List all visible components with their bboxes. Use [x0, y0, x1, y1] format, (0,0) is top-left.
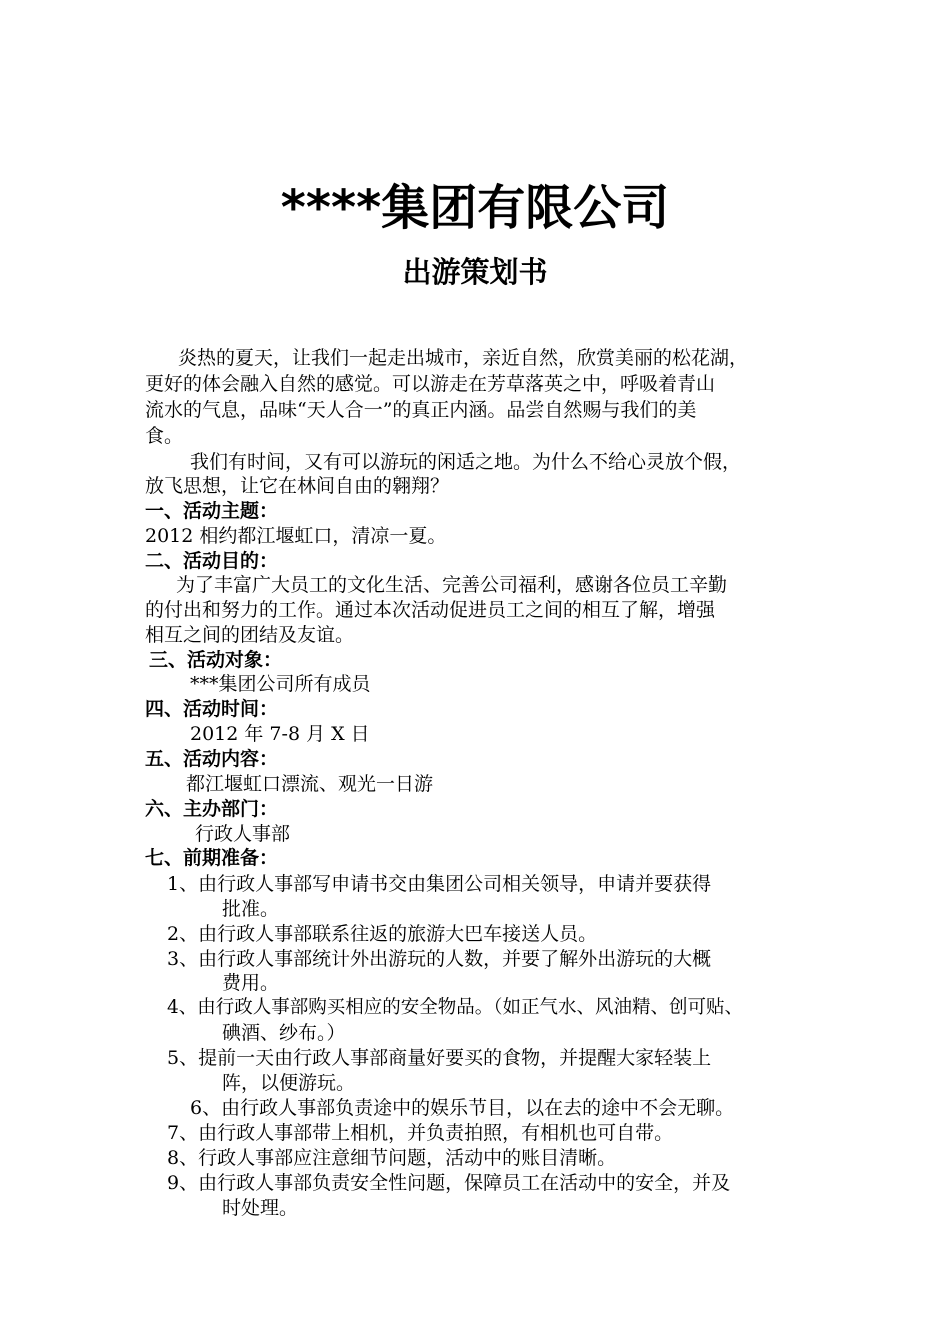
prep-item-9-cont: 时处理。 [222, 1197, 299, 1219]
section-4-text: 2012 年 7-8 月 X 日 [190, 723, 370, 745]
section-2-line-3: 相互之间的团结及友谊。 [145, 624, 355, 646]
prep-item-5: 5、提前一天由行政人事部商量好要买的食物，并提醒大家轻装上 [167, 1047, 712, 1069]
intro-line-5: 我们有时间，又有可以游玩的闲适之地。为什么不给心灵放个假， [190, 451, 742, 473]
section-6-heading: 六、主办部门： [145, 798, 279, 820]
intro-line-6: 放飞思想，让它在林间自由的翱翔？ [145, 475, 450, 497]
section-3-heading: 三、活动对象： [149, 649, 283, 671]
document-title: ****集团有限公司 [280, 180, 670, 236]
section-4-heading: 四、活动时间： [145, 698, 279, 720]
prep-item-4-cont: 碘酒、纱布。） [222, 1022, 346, 1044]
intro-line-1: 炎热的夏天，让我们一起走出城市，亲近自然，欣赏美丽的松花湖， [178, 347, 749, 369]
prep-item-1-cont: 批准。 [222, 898, 280, 920]
section-1-heading: 一、活动主题： [145, 500, 279, 522]
section-5-text: 都江堰虹口漂流、观光一日游 [186, 773, 434, 795]
prep-item-8: 8、行政人事部应注意细节问题，活动中的账目清晰。 [167, 1147, 617, 1169]
section-6-text: 行政人事部 [195, 823, 291, 845]
section-5-heading: 五、活动内容： [145, 748, 279, 770]
document-subtitle: 出游策划书 [402, 255, 548, 289]
prep-item-1: 1、由行政人事部写申请书交由集团公司相关领导，申请并要获得 [167, 873, 712, 895]
section-2-line-1: 为了丰富广大员工的文化生活、完善公司福利，感谢各位员工辛勤 [176, 574, 728, 596]
intro-line-4: 食。 [145, 425, 184, 447]
prep-item-6: 6、由行政人事部负责途中的娱乐节目，以在去的途中不会无聊。 [190, 1097, 735, 1119]
section-3-text: ***集团公司所有成员 [190, 673, 371, 695]
prep-item-5-cont: 阵，以便游玩。 [222, 1072, 356, 1094]
prep-item-4: 4、由行政人事部购买相应的安全物品。（如正气水、风油精、创可贴、 [167, 997, 744, 1018]
section-7-heading: 七、前期准备： [145, 847, 279, 869]
prep-item-3: 3、由行政人事部统计外出游玩的人数，并要了解外出游玩的大概 [167, 948, 712, 970]
prep-item-2: 2、由行政人事部联系往返的旅游大巴车接送人员。 [167, 923, 598, 945]
prep-item-7: 7、由行政人事部带上相机，并负责拍照，有相机也可自带。 [167, 1122, 674, 1144]
section-2-heading: 二、活动目的： [145, 550, 279, 572]
intro-line-3: 流水的气息，品味“天人合一”的真正内涵。品尝自然赐与我们的美 [145, 399, 697, 421]
section-1-text: 2012 相约都江堰虹口，清凉一夏。 [145, 525, 447, 547]
prep-item-3-cont: 费用。 [222, 972, 280, 994]
prep-item-9: 9、由行政人事部负责安全性问题，保障员工在活动中的安全，并及 [167, 1172, 731, 1194]
intro-line-2: 更好的体会融入自然的感觉。可以游走在芳草落英之中，呼吸着青山 [145, 373, 716, 395]
section-2-line-2: 的付出和努力的工作。通过本次活动促进员工之间的相互了解，增强 [145, 599, 716, 621]
